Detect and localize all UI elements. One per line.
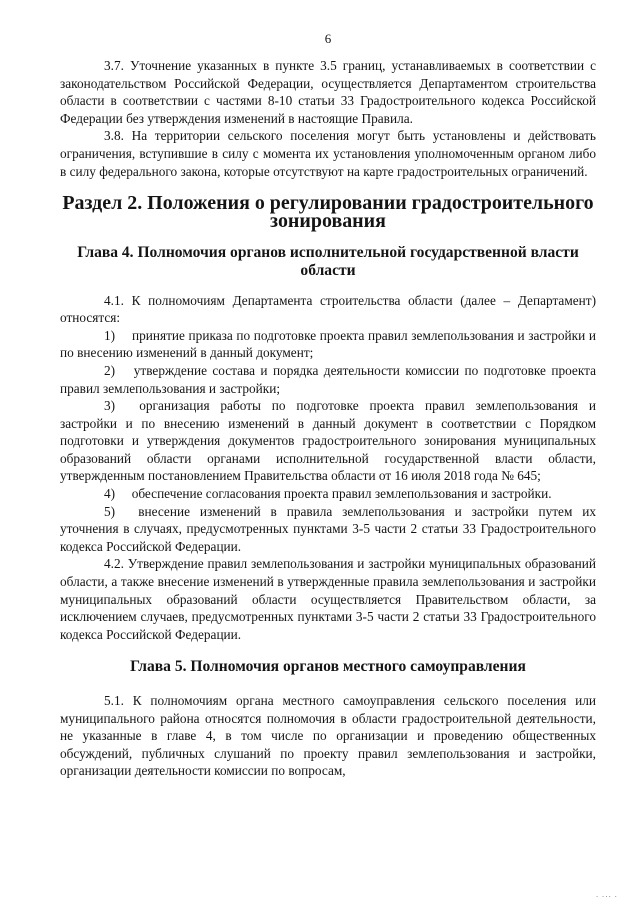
list-item: 2) утверждение состава и порядка деятельности комиссии по подготовке проекта правил землепользования и застройки; (60, 362, 596, 396)
paragraph-4-1: 4.1. К полномочиям Департамента строительства области (далее – Департамент) относятся: (60, 292, 596, 326)
list-item: 4) обеспечение согласования проекта правил землепользования и застройки. (104, 486, 552, 502)
paragraph-5-1: 5.1. К полномочиям органа местного самоуправления сельского поселения или муниципального района относятся полномочия в области градостроительной деятельности, не указанные в главе 4, в том числе по организации и проведению общественных обсуждений, публичных слушаний по проекту правил землепользования и застройки, организации деятельности комиссии по вопросам, (60, 693, 596, 779)
list-item: 3) организация работы по подготовке проекта правил землепользования и застройки и по внесению изменений в данный документ в соответствии с Порядком подготовки и утверждения документов градостроительного зонирования муниципальных образований области органами исполнительной государственной власти области, утвержденным постановлением Правительства области от 16 июля 2018 года № 645; (60, 398, 596, 484)
paragraph-4-2: 4.2. Утверждение правил землепользования и застройки муниципальных образований области, а также внесение изменений в утвержденные правила землепользования и застройки муниципальных образований области осуществляется Правительством области, за исключением случаев, предусмотренных пунктами 3-5 части 2 статьи 33 Градостроительного кодекса Российской Федерации. (60, 556, 596, 642)
section-heading: Раздел 2. Положения о регулировании градостроительного зонирования (62, 192, 594, 232)
paragraph-3-8: 3.8. На территории сельского поселения могут быть установлены и действовать ограничения, вступившие в силу с момента их установления уполномоченным органом либо в силу федерального закона, которые отсутствуют на карте градостроительных ограничений. (60, 128, 596, 179)
footer-mark: · ··· · (595, 893, 618, 901)
chapter-4-heading: Глава 4. Полномочия органов исполнительной государственной власти области (77, 244, 579, 279)
list-item: 5) внесение изменений в правила землепользования и застройки путем их уточнения в случаях, предусмотренных пунктами 3-5 части 2 статьи 33 Градостроительного кодекса Российской Федерации. (60, 503, 596, 554)
paragraph-3-7: 3.7. Уточнение указанных в пункте 3.5 границ, устанавливаемых в соответствии с законодательством Российской Федерации, осуществляется Департаментом строительства области в соответствии с частями 8-10 статьи 33 Градостроительного кодекса Российской Федерации без утверждения изменений в настоящие Правила. (60, 58, 596, 126)
chapter-5-heading: Глава 5. Полномочия органов местного самоуправления (130, 658, 526, 676)
list-item: 1) принятие приказа по подготовке проекта правил землепользования и застройки и по внесению изменений в данный документ; (60, 327, 596, 361)
document-page (60, 0, 596, 905)
page-number: 6 (324, 31, 332, 46)
document-body (60, 57, 596, 780)
